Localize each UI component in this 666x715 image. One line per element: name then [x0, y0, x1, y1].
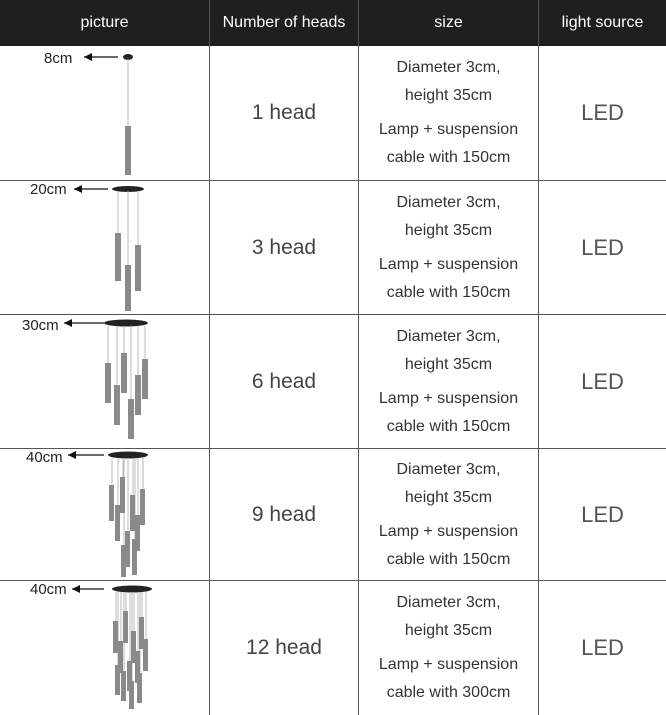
light-source-cell: LED — [581, 635, 624, 660]
size-line: Diameter 3cm, — [396, 193, 501, 211]
size-line: cable with 150cm — [386, 283, 511, 301]
size-cell — [359, 315, 539, 448]
size-line: Lamp + suspension — [378, 121, 519, 138]
size-line: Diameter 3cm, — [396, 59, 501, 76]
diameter-label: 30cm — [22, 317, 59, 334]
table-row — [0, 315, 666, 449]
size-cell — [359, 581, 539, 715]
size-line: Lamp + suspension — [378, 255, 519, 273]
table-row — [0, 581, 666, 715]
picture-cell — [0, 181, 210, 314]
heads-cell: 3 head — [210, 181, 359, 314]
size-line: Diameter 3cm, — [396, 327, 501, 345]
diameter-label: 8cm — [44, 50, 73, 67]
heads-cell: 1 head — [210, 46, 359, 180]
light-source-cell: LED — [581, 100, 624, 125]
heads-cell: 9 head — [210, 449, 359, 580]
size-cell — [359, 46, 539, 180]
heads-cell: 12 head — [210, 581, 359, 715]
diameter-label: 40cm — [26, 449, 63, 466]
picture-cell — [0, 449, 210, 580]
picture-cell — [0, 581, 210, 715]
size-line: Lamp + suspension — [378, 522, 519, 540]
table-row — [0, 46, 666, 181]
size-line: cable with 150cm — [386, 149, 511, 166]
light-source-cell: LED — [581, 501, 624, 527]
size-cell — [359, 449, 539, 580]
size-line: Lamp + suspension — [378, 389, 519, 407]
size-line: Lamp + suspension — [378, 656, 519, 673]
size-line: cable with 150cm — [386, 550, 511, 568]
picture-cell — [0, 315, 210, 448]
header-size: size — [359, 0, 539, 46]
diameter-label: 40cm — [30, 581, 67, 598]
picture-cell — [0, 46, 210, 180]
diameter-label: 20cm — [30, 181, 67, 198]
size-cell — [359, 181, 539, 314]
size-line: cable with 300cm — [386, 684, 511, 701]
size-line: height 35cm — [404, 221, 493, 239]
table-row — [0, 181, 666, 315]
pendant-lamp-3-head-image — [0, 181, 210, 315]
pendant-lamp-12-head-image — [0, 581, 210, 715]
light-source-cell: LED — [581, 234, 624, 260]
size-line: height 35cm — [404, 622, 493, 639]
header-heads: Number of heads — [210, 0, 359, 46]
light-source-cell: LED — [581, 368, 624, 394]
size-line: Diameter 3cm, — [396, 594, 501, 611]
size-line: Diameter 3cm, — [396, 460, 501, 478]
size-line: cable with 150cm — [386, 417, 511, 435]
size-line: height 35cm — [404, 488, 493, 506]
pendant-lamp-6-head-image — [0, 315, 210, 449]
header-picture: picture — [0, 0, 210, 46]
table-row — [0, 449, 666, 581]
pendant-lamp-9-head-image — [0, 449, 210, 581]
header-light-source: light source — [561, 14, 644, 31]
pendant-lamp-1-head-image — [0, 46, 210, 181]
heads-cell: 6 head — [210, 315, 359, 448]
size-line: height 35cm — [404, 355, 493, 373]
size-line: height 35cm — [404, 87, 493, 104]
table-header — [0, 0, 666, 46]
